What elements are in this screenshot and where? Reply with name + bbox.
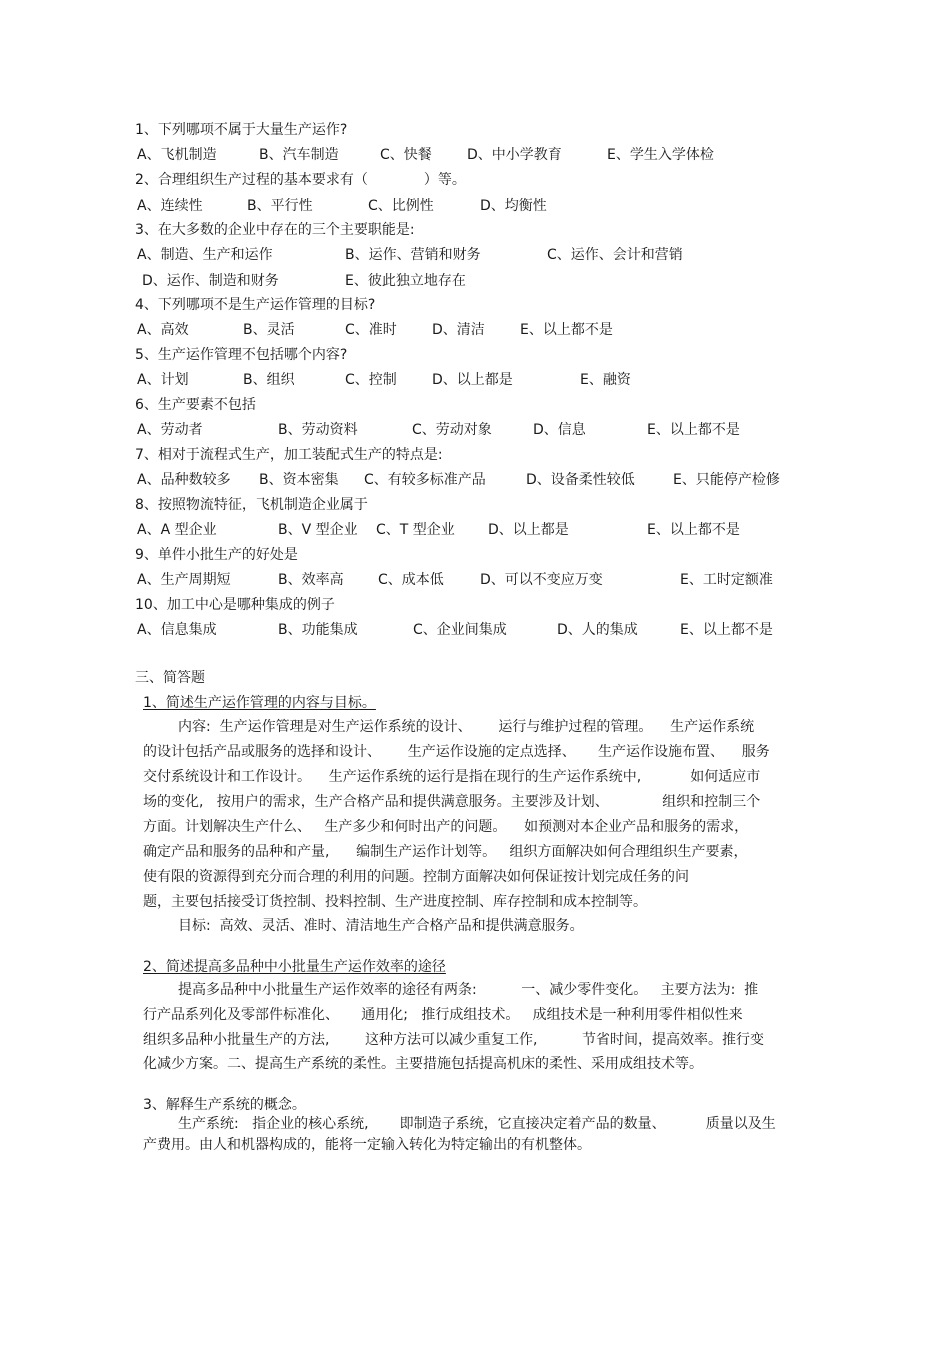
q3-option-b: B、运作、营销和财务 bbox=[345, 247, 481, 263]
q4-option-c: C、准时 bbox=[345, 322, 397, 338]
answer-1-line: 题，主要包括接受订货控制、投料控制、生产进度控制、库存控制和成本控制等。 bbox=[143, 894, 647, 910]
answer-1-line: 的设计包括产品或服务的选择和设计、 生产运作设施的定点选择、 生产运作设施布置、 服务 bbox=[143, 744, 770, 760]
q9-option-a: A、生产周期短 bbox=[137, 572, 231, 588]
answer-1-line: 确定产品和服务的品种和产量, 编制生产运作计划等。 组织方面解决如何合理组织生产要素， bbox=[143, 844, 748, 860]
q1-option-e: E、学生入学体检 bbox=[607, 147, 714, 163]
q5-option-c: C、控制 bbox=[345, 372, 397, 388]
q9-option-b: B、效率高 bbox=[278, 572, 344, 588]
answer-1-goal: 目标: 高效、灵活、准时、清洁地生产合格产品和提供满意服务。 bbox=[178, 918, 584, 934]
q6-option-c: C、劳动对象 bbox=[412, 422, 492, 438]
q8-option-b: B、V 型企业 bbox=[278, 522, 358, 538]
q1-option-b: B、汽车制造 bbox=[259, 147, 339, 163]
answer-1-line: 内容: 生产运作管理是对生产运作系统的设计、 运行与维护过程的管理。 生产运作系统 bbox=[178, 719, 755, 735]
q4-option-e: E、以上都不是 bbox=[520, 322, 613, 338]
q7-option-c: C、有较多标准产品 bbox=[364, 472, 486, 488]
q5-option-d: D、以上都是 bbox=[432, 372, 513, 388]
q10-option-c: C、企业间集成 bbox=[413, 622, 507, 638]
q7-option-e: E、只能停产检修 bbox=[673, 472, 780, 488]
q5-option-a: A、计划 bbox=[137, 372, 189, 388]
question-3: 3、在大多数的企业中存在的三个主要职能是: bbox=[135, 222, 415, 238]
q8-option-c: C、T 型企业 bbox=[376, 522, 455, 538]
q3-option-c: C、运作、会计和营销 bbox=[547, 247, 683, 263]
q3-option-a: A、制造、生产和运作 bbox=[137, 247, 273, 263]
question-4: 4、下列哪项不是生产运作管理的目标? bbox=[135, 297, 376, 313]
q9-option-c: C、成本低 bbox=[378, 572, 444, 588]
q8-option-e: E、以上都不是 bbox=[647, 522, 740, 538]
q6-option-b: B、劳动资料 bbox=[278, 422, 358, 438]
q1-option-c: C、快餐 bbox=[380, 147, 432, 163]
q9-option-e: E、工时定额准 bbox=[680, 572, 773, 588]
answer-1-line: 方面。计划解决生产什么、 生产多少和何时出产的问题。 如预测对本企业产品和服务的需求， bbox=[143, 819, 749, 835]
answer-2-line: 组织多品种小批量生产的方法, 这种方法可以减少重复工作, 节省时间，提高效率。推行变 bbox=[143, 1032, 765, 1048]
question-6: 6、生产要素不包括 bbox=[135, 397, 256, 413]
question-2: 2、合理组织生产过程的基本要求有（ ）等。 bbox=[135, 172, 466, 188]
q5-option-b: B、组织 bbox=[243, 372, 295, 388]
question-10: 10、加工中心是哪种集成的例子 bbox=[135, 597, 335, 613]
q1-option-a: A、飞机制造 bbox=[137, 147, 217, 163]
q6-option-e: E、以上都不是 bbox=[647, 422, 740, 438]
q4-option-b: B、灵活 bbox=[243, 322, 295, 338]
q10-option-e: E、以上都不是 bbox=[680, 622, 773, 638]
q2-option-d: D、均衡性 bbox=[480, 198, 547, 214]
q3-option-e: E、彼此独立地存在 bbox=[345, 273, 466, 289]
q2-option-c: C、比例性 bbox=[368, 198, 434, 214]
section-title: 三、简答题 bbox=[135, 670, 205, 686]
q10-option-b: B、功能集成 bbox=[278, 622, 358, 638]
q2-option-a: A、连续性 bbox=[137, 198, 203, 214]
question-9: 9、单件小批生产的好处是 bbox=[135, 547, 298, 563]
q7-option-d: D、设备柔性较低 bbox=[526, 472, 635, 488]
q9-option-d: D、可以不变应万变 bbox=[480, 572, 603, 588]
answer-3-line: 生产系统: 指企业的核心系统, 即制造子系统，它直接决定着产品的数量、 质量以及生 bbox=[178, 1116, 776, 1132]
q10-option-d: D、人的集成 bbox=[557, 622, 638, 638]
answer-1-line: 使有限的资源得到充分而合理的利用的问题。控制方面解决如何保证按计划完成任务的问 bbox=[143, 869, 689, 885]
answer-1-line: 交付系统设计和工作设计。 生产运作系统的运行是指在现行的生产运作系统中, 如何适应市 bbox=[143, 769, 761, 785]
q7-option-a: A、品种数较多 bbox=[137, 472, 231, 488]
answer-3-line: 产费用。由人和机器构成的，能将一定输入转化为特定输出的有机整体。 bbox=[143, 1137, 591, 1153]
q1-option-d: D、中小学教育 bbox=[467, 147, 562, 163]
short-answer-2-title: 2、简述提高多品种中小批量生产运作效率的途径 bbox=[143, 959, 446, 975]
q5-option-e: E、融资 bbox=[580, 372, 631, 388]
q2-option-b: B、平行性 bbox=[247, 198, 313, 214]
q7-option-b: B、资本密集 bbox=[259, 472, 339, 488]
q10-option-a: A、信息集成 bbox=[137, 622, 217, 638]
q6-option-a: A、劳动者 bbox=[137, 422, 203, 438]
q8-option-d: D、以上都是 bbox=[488, 522, 569, 538]
answer-2-line: 提高多品种中小批量生产运作效率的途径有两条: 一、减少零件变化。 主要方法为: 推 bbox=[178, 982, 759, 998]
q8-option-a: A、A 型企业 bbox=[137, 522, 217, 538]
q4-option-d: D、清洁 bbox=[432, 322, 485, 338]
answer-2-line: 化减少方案。二、提高生产系统的柔性。主要措施包括提高机床的柔性、采用成组技术等。 bbox=[143, 1056, 703, 1072]
answer-2-line: 行产品系列化及零部件标准化、 通用化; 推行成组技术。 成组技术是一种利用零件相似性来 bbox=[143, 1007, 743, 1023]
short-answer-3-title: 3、解释生产系统的概念。 bbox=[143, 1097, 306, 1113]
question-5: 5、生产运作管理不包括哪个内容? bbox=[135, 347, 348, 363]
question-8: 8、按照物流特征，飞机制造企业属于 bbox=[135, 497, 368, 513]
short-answer-1-title: 1、简述生产运作管理的内容与目标。 bbox=[143, 695, 376, 711]
q4-option-a: A、高效 bbox=[137, 322, 189, 338]
q3-option-d: D、运作、制造和财务 bbox=[142, 273, 279, 289]
q6-option-d: D、信息 bbox=[533, 422, 586, 438]
question-7: 7、相对于流程式生产，加工装配式生产的特点是: bbox=[135, 447, 443, 463]
answer-1-line: 场的变化, 按用户的需求，生产合格产品和提供满意服务。主要涉及计划、 组织和控制三个 bbox=[143, 794, 761, 810]
question-1: 1、下列哪项不属于大量生产运作? bbox=[135, 122, 348, 138]
